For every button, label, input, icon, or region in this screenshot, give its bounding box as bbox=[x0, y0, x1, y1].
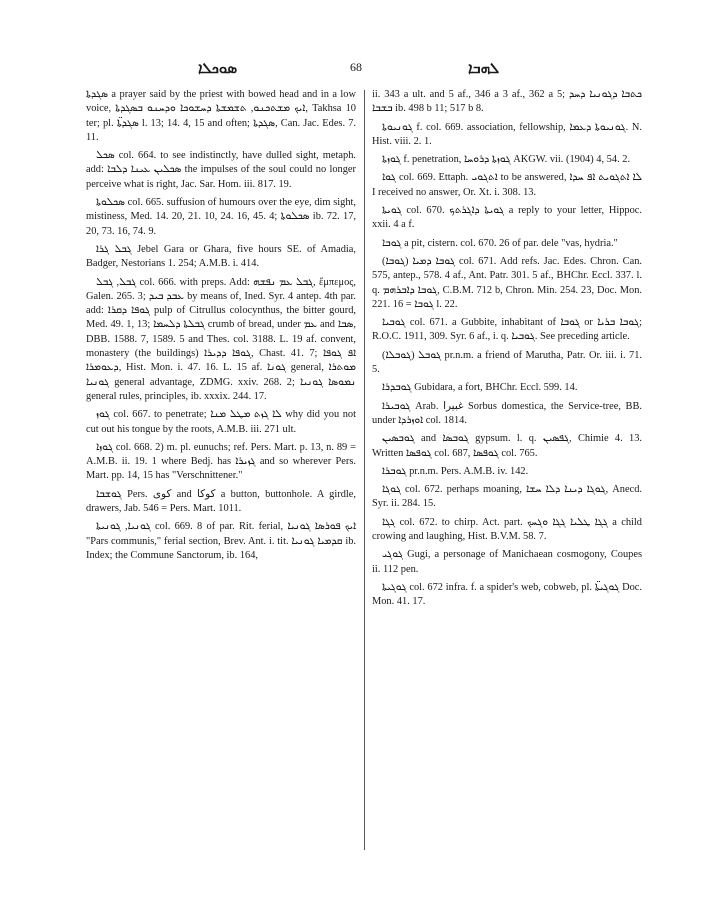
dictionary-entry: ܓܓܐ col. 672. to chirp. Act. part. ܓܓܐ ܛܠܝܐ ܓܓܐ ܘܓܚܟ a child crowing and laughing, Hist. B.V.M. 58. 7. bbox=[372, 516, 642, 543]
dictionary-entry: ܓܘܢܝܐ, ܓܘܢܝܬܐ col. 669. 8 of par. Rit. ferial, ܐܝܟ ܦܘܪܣܐ ܓܘܢܝܐ "Pars communis," ferial section, Brev. Ant. i. tit. ܩܕܡܝܐ ܓܘܢܝܐ ib. Index; the Commune Sanctorum, ib. 164, bbox=[86, 521, 357, 561]
dictionary-entry: ܣܟܠܘܬܐ col. 665. suffusion of humours over the eye, dim sight, mistiness, Med. 14. 20, 21. 10, 24. 16, 45. 4; ܣܟܠܘܬܐ ib. 72. 17, 20, 73. 16, 74. 9. bbox=[86, 197, 356, 237]
dictionary-entry: ܓܘܙܬܐ f. penetration, ܓܘܙܬܐ ܕܪܘܚܐ AKGW. vii. (1904) 4, 54. 2. bbox=[382, 154, 631, 166]
page-header bbox=[0, 58, 714, 80]
dictionary-entry: ܓܘܒܐ a pit, cistern. col. 670. 26 of par. dele "vas, hydria." bbox=[382, 237, 618, 249]
column-divider bbox=[364, 90, 365, 850]
dictionary-entry: ܓܘܓܝܬܐ col. 672 infra. f. a spider's web, cobweb, pl. ܓܘܓܝܬܐ̈ Doc. Mon. 41. 17. bbox=[372, 581, 642, 608]
right-column bbox=[372, 88, 642, 614]
dictionary-entry: ܓܘܫܒܐ Pers. كوى and كوكا a button, buttonhole. A girdle, drawers, Jab. 546 = Pers. Mart. 1011. bbox=[86, 488, 356, 515]
dictionary-entry: ܓܘܐ col. 669. Ettaph. ܐܬܓܘܝ to be answered, ܠܐ ܐܬܓܘܝܬ ܐܦ ܚܕܐ I received no answer, Or. Xt. i. 308. 13. bbox=[372, 172, 642, 198]
dictionary-entry: ܓܘܓܝ Gugi, a personage of Manichaean cosmogony, Coupes ii. 112 pen. bbox=[372, 549, 642, 575]
dictionary-entry: ܓܘܒܐ ܕܡܝܐ (ܓܘܒܐ) col. 671. Add refs. Jac. Edes. Chron. Can. 575, antep., 578. 4 af., Ant. Patr. 301. 5 af., BHChr. Eccl. 337. l. q. ܓܘܒܐ ܕܐܒܪܗܡ, C.B.M. 712 b, Chron. Min. 254. 23, Doc. Mon. 221. 16 = ܓܘܒܐ l. 22. bbox=[372, 255, 642, 310]
dictionary-entry: ܓܘܒܣܝܢ and ܓܘܒܣܐ gypsum. l. q. ܓܦܣܝܢ, Chimie 4. 13. Written ܓܘܦܣܐ col. 687, ܓܘܦܣܐ col. 765. bbox=[372, 433, 642, 459]
dictionary-entry: ܓܘܓܐ col. 672. perhaps moaning, ܓܘܓܐ ܕܝܢܐ ܕܠܐ ܚܫܐ, Anecd. Syr. ii. 284. 15. bbox=[372, 484, 642, 510]
dictionary-entry: ܣܟܠ col. 664. to see indistinctly, have dulled sight, metaph. add: ܣܟܠܝܢ ܥܝܢܐ ܕܠܒܐ the impulses of the soul could no longer perceive what is right, Jac. Sar. Hom. iii. 817. 19. bbox=[86, 150, 356, 190]
dictionary-entry: ܓܘܒܝܪܐ Arab. غبيرا Sorbus domestica, the Service-tree, BB. under ܐܘܙܪܕܐ col. 1814. bbox=[372, 400, 642, 426]
dictionary-entry: ܓܘܒܝܐ col. 671. a Gubbite, inhabitant of ܓܘܒܐ or ܓܘܒܐ ܒܪܝܐ; R.O.C. 1911, 309. Syr. 6 af., i. q. ܓܘܒܝܐ. See preceding article. bbox=[372, 317, 642, 343]
dictionary-entry: ܓܘܢܝܘܬܐ f. col. 669. association, fellowship, ܓܘܢܝܘܬܐ ܕܥܡܐ. N. Hist. viii. 2. 1. bbox=[372, 121, 643, 147]
left-column bbox=[86, 88, 356, 567]
dictionary-entry: ܣܓܕܬܐ a prayer said by the priest with bowed head and in a low voice, ܐܝܟ ܡܫܬܟܢܘ, ܬܫܡܫܬܐ ܕܚܫܘܟܐ ܘܕܚܢܘ ܒܣܓܕܬܐ, Takhsa 10 ter; pl. ܣܓܕܬܐ̈ l. 13; 14. 4, 15 and often; ܣܓܕܬܐ, Can. Jac. Edes. 7. 11. bbox=[86, 89, 356, 143]
page-number: 68 bbox=[350, 60, 362, 74]
dictionary-entry: ܓܘܙ col. 667. to penetrate; ܠܐ ܓܙܬ ܡܛܠ ܡܢܐ why did you not cut out his tongue by the roots, A.M.B. iii. 271 ult. bbox=[86, 409, 356, 435]
dictionary-entry: ܓܘܙܐ col. 668. 2) m. pl. eunuchs; ref. Pers. Mart. p. 13, n. 89 = A.M.B. ii. 19. 1 where Bedj. has ܓܙܝܪܐ and so wherever Pers. Mart. pp. 14, 15 has "Verschnittener." bbox=[86, 441, 356, 482]
dictionary-entry: ܓܒܠ, ܓܒܠ col. 666. with preps. Add: ܓܒܠ ܥܡ ܢܦܫܗ, ἔμπεμος, Galen. 265. 3; ܥܒܕ ܒܝܕ by means of, Ined. Syr. 4 antep. 4th par. add: ܓܘܦܐ ܕܩܪܐ pulp of Citrullus colocynthus, the bitter gourd, Med. 49. 1, 13; ܓܒܠܬܐ ܕܠܚܡܐ crumb of bread, under ܥܡ and ܣܒܐ, DBB. 1588. 7, 1589. 5 and Thes. col. 3188. L. 19 af. convent, monastery (the buildings) ܓܘܦܐ ܕܕܝܪܐ, Chast. 41. 7; ܐܦ ܓܘܦܐ ܕܥܘܡܪܐ, Hist. Mon. i. 47. 16. L. 15 af. ܓܘܢܐ general, ܡܘܬܪܐ ܓܘܢܝܐ general advantage, ZDMG. xxiv. 268. 2; ܢܡܘܣܐ ܓܘܢܝܐ general rules, principles, ib. xxxix. 244. 17. bbox=[86, 276, 357, 402]
dictionary-entry: ܓܘܒܕܪܐ Gubidara, a fort, BHChr. Eccl. 599. 14. bbox=[382, 382, 578, 394]
dictionary-entry: ܓܘܒܪܐ pr.n.m. Pers. A.M.B. iv. 142. bbox=[382, 465, 529, 477]
dictionary-entry: ܓܘܒܠ (ܓܘܒܠܐ) pr.n.m. a friend of Marutha, Patr. Or. iii. i. 71. 5. bbox=[372, 349, 643, 376]
running-head-left: ܣܘܟܠܐ bbox=[198, 61, 238, 77]
dictionary-entry: ܓܒܠ ܓܪܐ Jebel Gara or Ghara, five hours SE. of Amadia, Badger, Nestorians 1. 254; A.M.B. i. 414. bbox=[86, 243, 356, 270]
dictionary-entry: ii. 343 a ult. and 5 af., 346 a 3 af., 362 a 5; ܟܬܒܐ ܕܓܘܢܝܐ ܕܚܕ ܒܫܒܐ ib. 498 b 11; 517 b 8. bbox=[372, 89, 642, 115]
dictionary-entry: ܓܘܝܬܐ col. 670. ܓܘܝܬܐ ܕܐܓܪܬܟ a reply to your letter, Hippoc. xxii. 4 a f. bbox=[372, 205, 642, 231]
running-head-right: ܠܗܒܐ bbox=[468, 61, 500, 77]
